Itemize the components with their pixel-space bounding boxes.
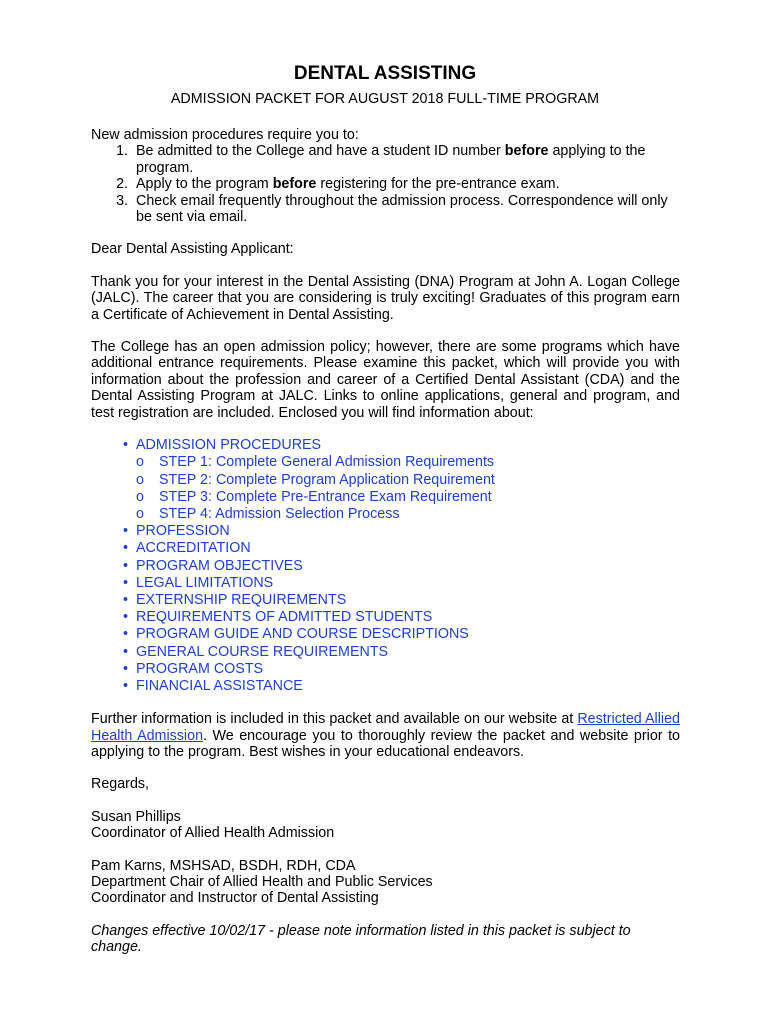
bullet-icon: • xyxy=(122,609,128,626)
topic-step[interactable]: o STEP 3: Complete Pre-Entrance Exam Requirement xyxy=(136,488,492,505)
topic-item[interactable]: • PROGRAM COSTS xyxy=(91,661,680,678)
document-title: DENTAL ASSISTING xyxy=(293,63,477,84)
topic-item[interactable]: • PROGRAM OBJECTIVES xyxy=(91,558,680,575)
bullet-icon: • xyxy=(122,660,128,677)
sub-bullet-icon: o xyxy=(136,505,144,522)
intro-lead: New admission procedures require you to: xyxy=(91,127,359,143)
paragraph-further-info: Further information is included in this packet and available on our website at Restricted Allied Health Admission. We encourage you to thoroughly review the packet and website prior to applying to the program. Best wishes in your educational endeavors. xyxy=(91,711,680,760)
change-notice: Changes effective 10/02/17 - please note information listed in this packet is subject to change. xyxy=(91,922,631,956)
signer1-title: Coordinator of Allied Health Admission xyxy=(91,825,335,842)
bullet-icon: • xyxy=(122,523,128,540)
bullet-icon: • xyxy=(122,591,128,608)
topic-item[interactable]: • FINANCIAL ASSISTANCE xyxy=(91,678,680,695)
bullet-icon: • xyxy=(122,437,128,454)
topic-item[interactable]: • PROGRAM GUIDE AND COURSE DESCRIPTIONS xyxy=(91,626,680,643)
topic-step[interactable]: o STEP 2: Complete Program Application Requirement xyxy=(136,471,495,488)
document-body xyxy=(91,127,680,956)
bullet-icon: • xyxy=(122,643,128,660)
paragraph-admission-policy: The College has an open admission policy; however, there are some programs which have additional entrance requirements. Please examine this packet, which will provide you with information about the profession and career of a Certified Dental Assistant (CDA) and the Dental Assisting Program at JALC. Links to online applications, general and program, and test registration are included. Enclosed you will find information about: xyxy=(91,339,680,421)
requirement-item: 1. Be admitted to the College and have a student ID number before applying to the program. xyxy=(116,143,646,176)
signer1-name: Susan Phillips xyxy=(91,808,181,825)
document-subtitle: ADMISSION PACKET FOR AUGUST 2018 FULL-TIME PROGRAM xyxy=(170,91,600,107)
signer2-title2: Coordinator and Instructor of Dental Assisting xyxy=(91,890,379,907)
bullet-icon: • xyxy=(122,626,128,643)
bullet-icon: • xyxy=(122,540,128,557)
topic-item[interactable]: • LEGAL LIMITATIONS xyxy=(91,575,680,592)
topic-item[interactable]: • GENERAL COURSE REQUIREMENTS xyxy=(91,644,680,661)
topic-item[interactable]: • ACCREDITATION xyxy=(91,540,680,557)
sub-bullet-icon: o xyxy=(136,471,144,488)
topics-list xyxy=(91,437,680,695)
topic-item[interactable]: • EXTERNSHIP REQUIREMENTS xyxy=(91,592,680,609)
sub-bullet-icon: o xyxy=(136,488,144,505)
topic-item[interactable]: • REQUIREMENTS OF ADMITTED STUDENTS xyxy=(91,609,680,626)
topic-item-admission[interactable]: • ADMISSION PROCEDURES xyxy=(91,437,680,454)
requirements-list xyxy=(91,143,680,225)
bullet-icon: • xyxy=(122,574,128,591)
topic-step[interactable]: o STEP 4: Admission Selection Process xyxy=(136,505,400,522)
requirement-item: 3. Check email frequently throughout the admission process. Correspondence will only be sent via email. xyxy=(116,192,668,226)
bullet-icon: • xyxy=(122,677,128,694)
topic-item[interactable]: • PROFESSION xyxy=(91,523,680,540)
salutation: Dear Dental Assisting Applicant: xyxy=(91,241,294,258)
signer2-title1: Department Chair of Allied Health and Public Services xyxy=(91,873,433,890)
paragraph-intro: Thank you for your interest in the Dental Assisting (DNA) Program at John A. Logan College (JALC). The career that you are considering is truly exciting! Graduates of this program earn a Certificate of Achievement in Dental Assisting. xyxy=(91,273,680,323)
signer2-name: Pam Karns, MSHSAD, BSDH, RDH, CDA xyxy=(91,857,356,874)
bullet-icon: • xyxy=(122,557,128,574)
sub-bullet-icon: o xyxy=(136,454,144,471)
restricted-allied-health-link[interactable]: Restricted Allied Health Admission xyxy=(91,711,680,744)
requirement-item: 2. Apply to the program before registering for the pre-entrance exam. xyxy=(116,176,560,193)
topic-step[interactable]: o STEP 1: Complete General Admission Requirements xyxy=(136,454,495,471)
regards: Regards, xyxy=(91,776,150,793)
